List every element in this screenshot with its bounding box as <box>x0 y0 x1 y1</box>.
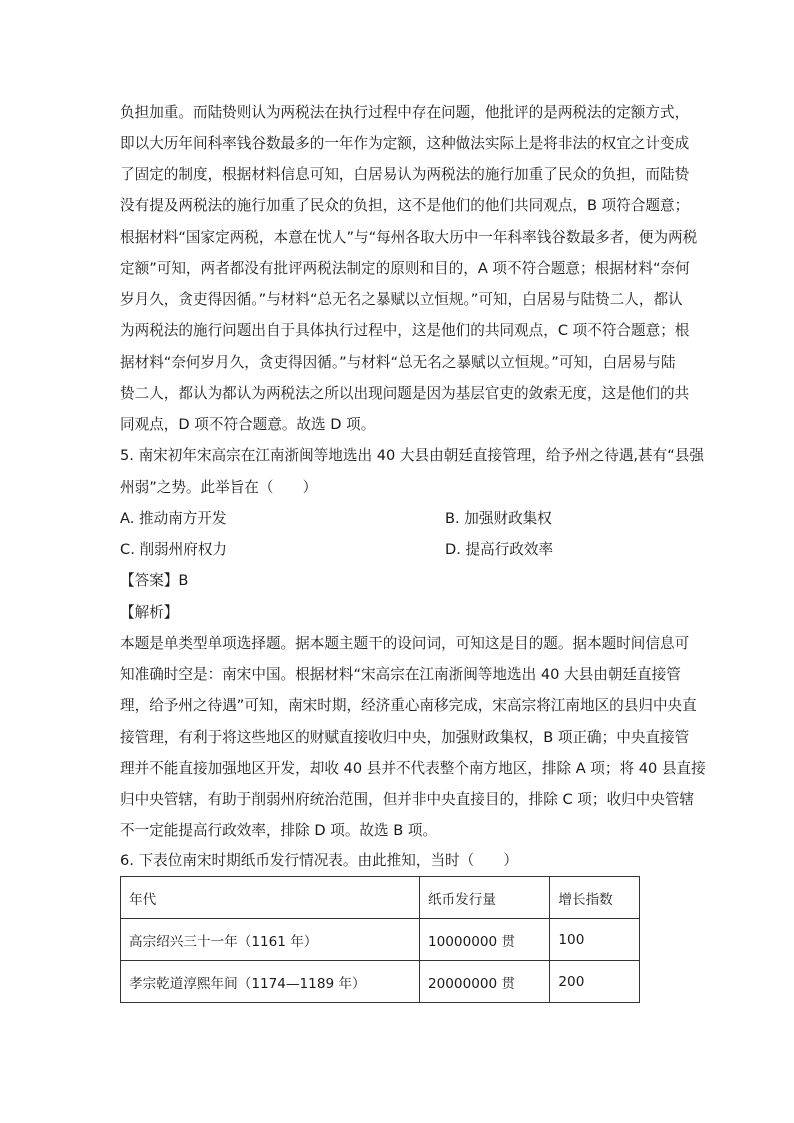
q5-option-b: B. 加强财政集权 <box>445 510 552 527</box>
table-cell: 高宗绍兴三十一年（1161 年） <box>121 919 420 961</box>
q5-analysis-line: 不一定能提高行政效率，排除 D 项。故选 B 项。 <box>120 822 438 839</box>
q4-explanation-line: 贽二人，都认为都认为两税法之所以出现问题是因为基层官吏的敛索无度，这是他们的共 <box>120 385 690 402</box>
q4-explanation-line: 负担加重。而陆贽则认为两税法在执行过程中存在问题，他批评的是两税法的定额方式， <box>120 104 690 121</box>
q4-explanation-line: 岁月久，贪吏得因循。”与材料“总无名之暴赋以立恒规。”可知，白居易与陆贽二人，都认 <box>120 291 683 308</box>
q4-explanation-line: 没有提及两税法的施行加重了民众的负担，这不是他们的他们共同观点，B 项符合题意； <box>120 197 690 214</box>
q5-analysis-line: 归中央管辖，有助于削弱州府统治范围，但并非中央直接目的，排除 C 项；收归中央管辖 <box>120 791 695 808</box>
table-header-cell: 年代 <box>121 877 420 919</box>
q4-explanation-line: 据材料“奈何岁月久，贪吏得因循。”与材料“总无名之暴赋以立恒规。”可知，白居易与陆 <box>120 354 676 371</box>
table-cell: 10000000 贯 <box>419 919 549 961</box>
q5-option-a: A. 推动南方开发 <box>120 510 227 527</box>
q4-explanation-line: 定额”可知，两者都没有批评两税法制定的原则和目的，A 项不符合题意；根据材料“奈何 <box>120 260 690 277</box>
q5-analysis-line: 本题是单类型单项选择题。据本题主题干的设问词，可知这是目的题。据本题时间信息可 <box>120 635 690 652</box>
table-row <box>121 961 640 1003</box>
q5-analysis-line: 理，给予州之待遇”可知，南宋时期，经济重心南移完成，宋高宗将江南地区的县归中央直 <box>120 697 697 714</box>
table-header-cell: 增长指数 <box>550 877 640 919</box>
q5-option-d: D. 提高行政效率 <box>445 541 554 558</box>
q5-option-c: C. 削弱州府权力 <box>120 541 228 558</box>
q5-analysis-line: 接管理，有利于将这些地区的财赋直接收归中央，加强财政集权，B 项正确；中央直接管 <box>120 729 690 746</box>
table-cell: 200 <box>550 961 640 1003</box>
table-row <box>121 919 640 961</box>
table-cell: 20000000 贯 <box>419 961 549 1003</box>
q5-stem-line: 州弱”之势。此举旨在（ ） <box>120 479 318 496</box>
q5-stem-line: 5. 南宋初年宋高宗在江南浙闽等地选出 40 大县由朝廷直接管理，给予州之待遇,甚有“县强 <box>120 447 704 464</box>
q5-analysis-heading: 【解析】 <box>120 604 179 621</box>
q4-explanation-line: 同观点，D 项不符合题意。故选 D 项。 <box>120 416 376 433</box>
q5-analysis-line: 知准确时空是：南宋中国。根据材料“宋高宗在江南浙闽等地选出 40 大县由朝廷直接管 <box>120 666 681 683</box>
q5-analysis-line: 理并不能直接加强地区开发，却收 40 县并不代表整个南方地区，排除 A 项；将 40 县直接 <box>120 760 706 777</box>
q4-explanation-line: 根据材料“国家定两税，本意在忧人”与“每州各取大历中一年科率钱谷数最多者，便为两税 <box>120 229 698 246</box>
q4-explanation-line: 为两税法的施行问题出自于具体执行过程中，这是他们的共同观点，C 项不符合题意；根 <box>120 322 690 339</box>
table-cell: 100 <box>550 919 640 961</box>
q4-explanation-line: 了固定的制度，根据材料信息可知，白居易认为两税法的施行加重了民众的负担，而陆贽 <box>120 166 690 183</box>
q4-explanation-line: 即以大历年间科率钱谷数最多的一年作为定额，这种做法实际上是将非法的权宜之计变成 <box>120 135 690 152</box>
table-cell: 孝宗乾道淳熙年间（1174—1189 年） <box>121 961 420 1003</box>
q5-answer: 【答案】B <box>120 572 189 589</box>
table-header-cell: 纸币发行量 <box>419 877 549 919</box>
q6-stem: 6. 下表位南宋时期纸币发行情况表。由此推知，当时（ ） <box>120 852 519 869</box>
table-header-row <box>121 877 640 919</box>
paper-money-table <box>120 876 640 1003</box>
